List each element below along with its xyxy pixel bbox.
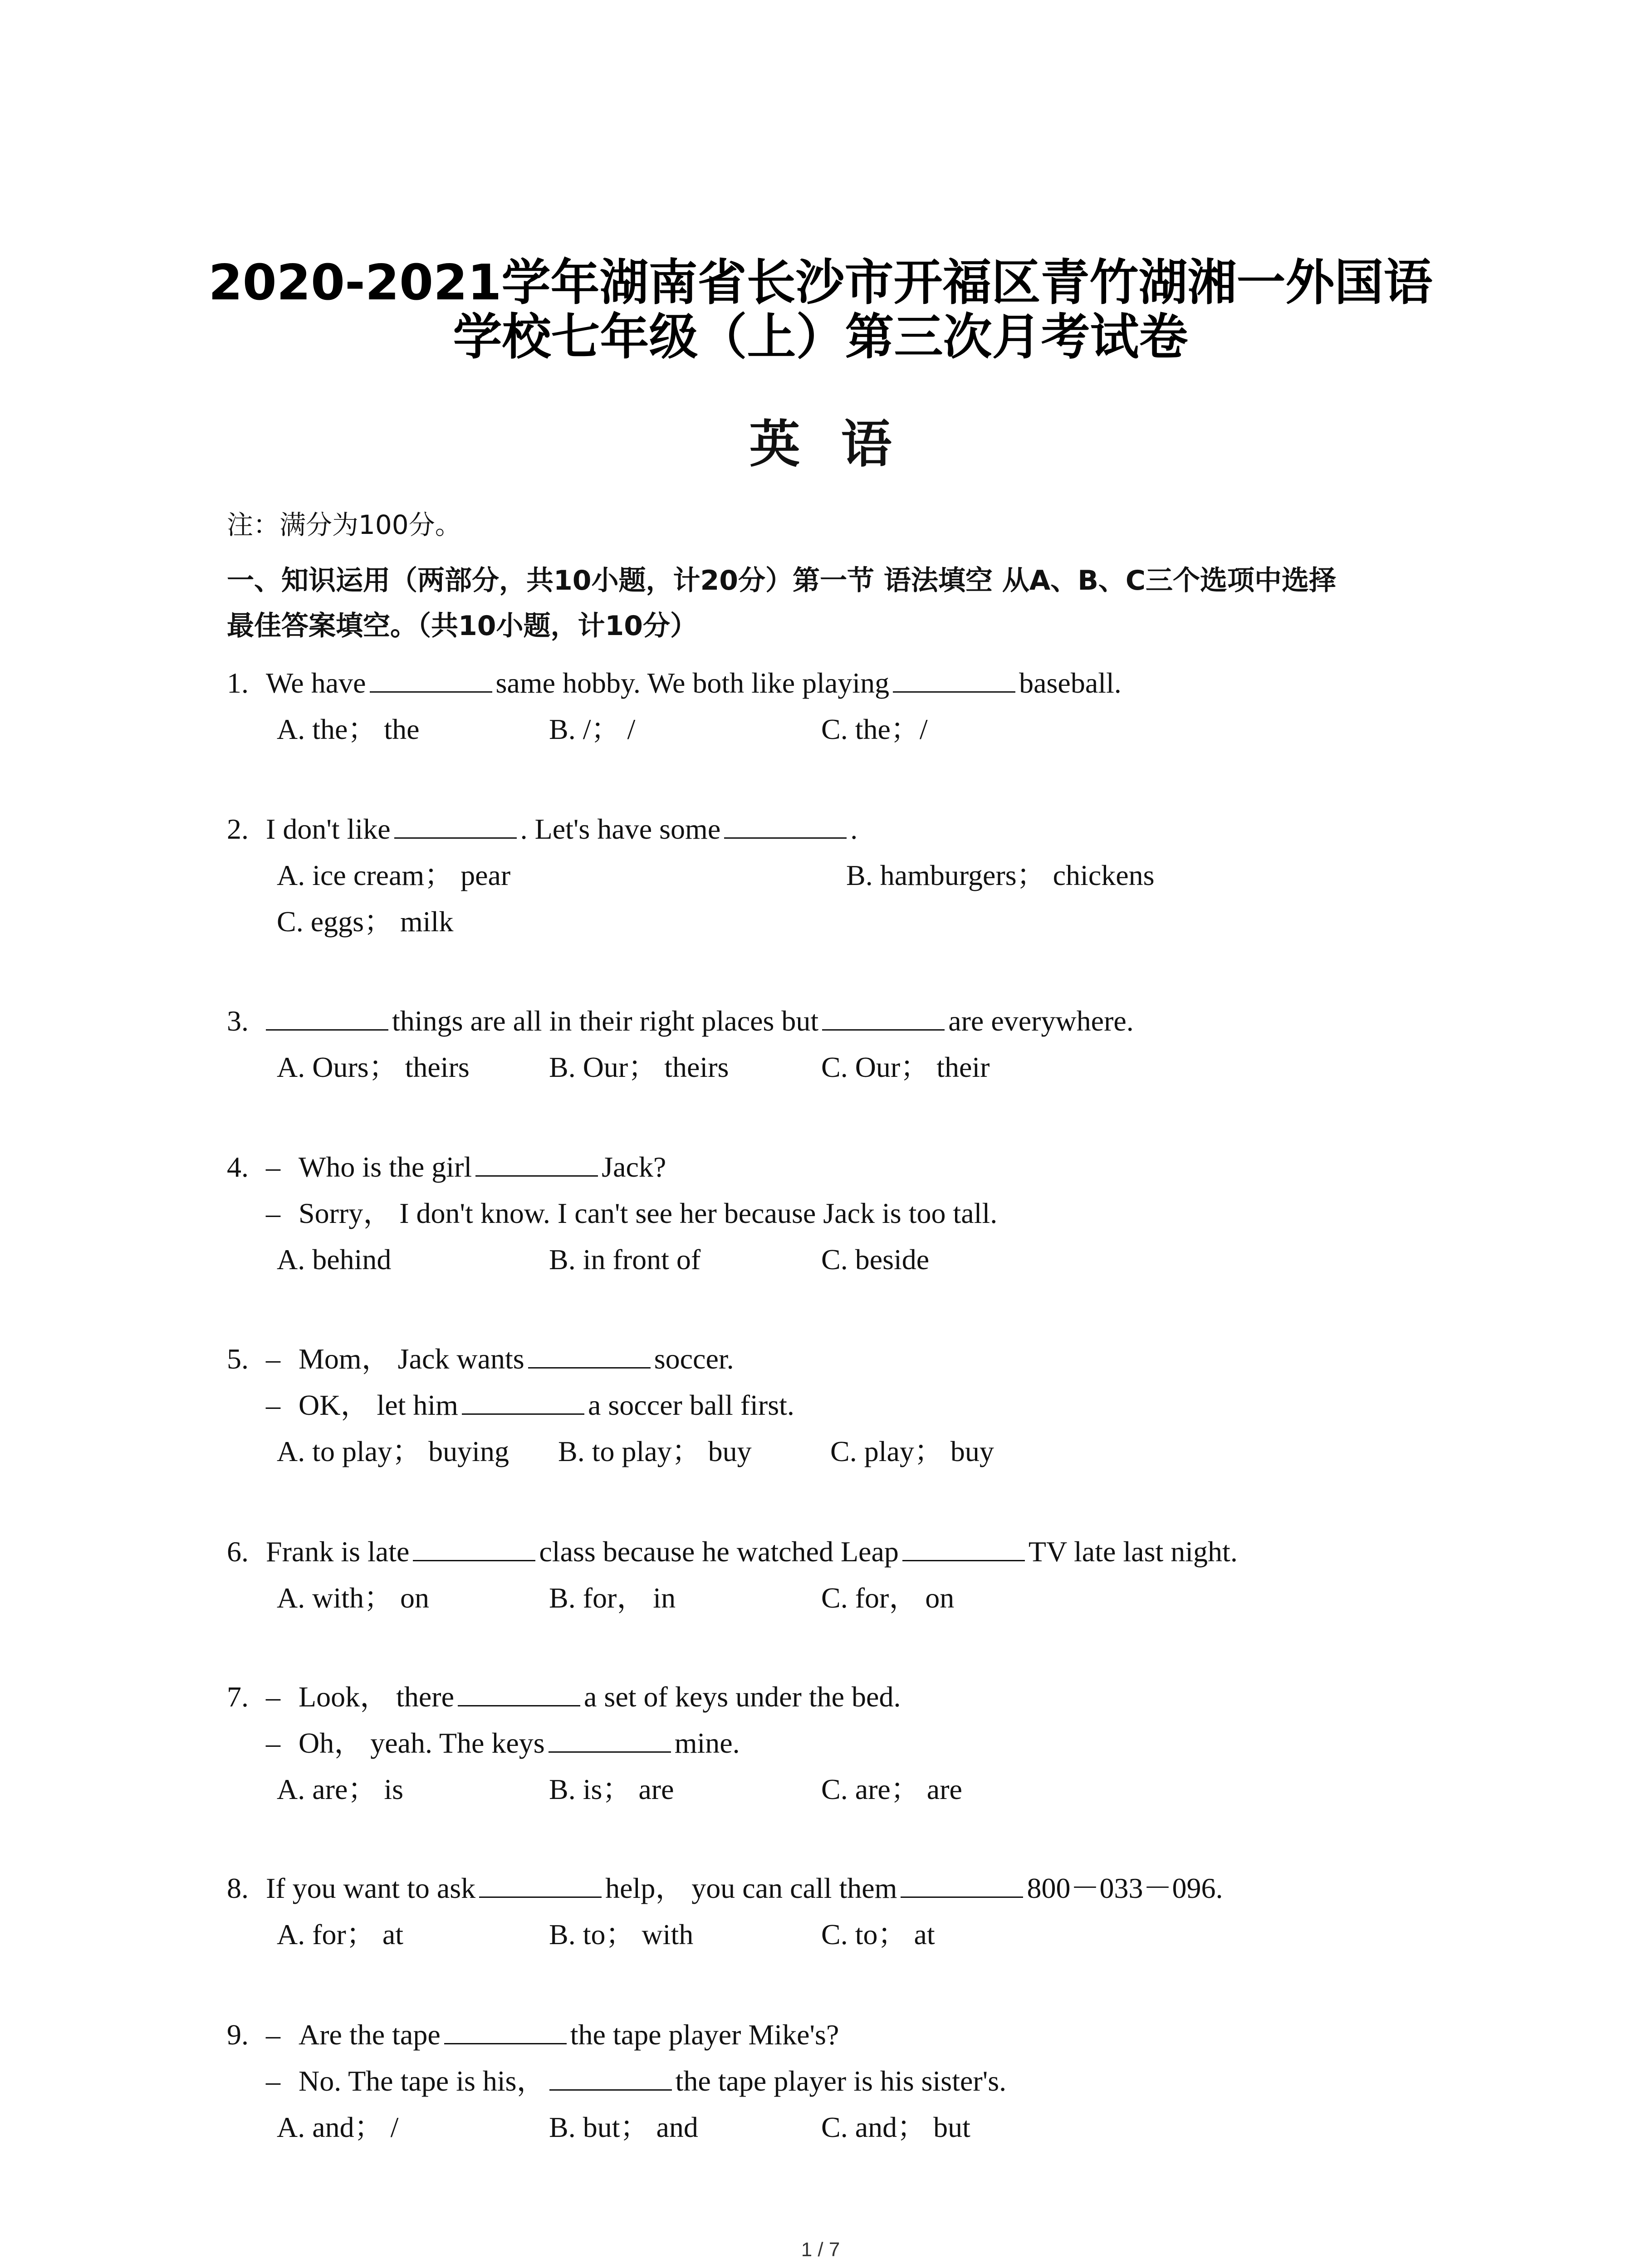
exam-title-line-2: 学校七年级（上）第三次月考试卷 — [453, 309, 1188, 366]
options — [227, 899, 1497, 945]
answer-blank — [444, 2016, 567, 2044]
stem-text: We have — [266, 667, 366, 699]
score-note: 注：满分为100分。 — [227, 509, 461, 540]
answer-blank — [458, 1678, 580, 1706]
option-c: C. to； at — [821, 1918, 935, 1950]
page-number: 1 / 7 — [801, 2239, 840, 2261]
answer-blank — [475, 1148, 598, 1177]
stem-text: If you want to ask — [266, 1872, 476, 1904]
stem-text: I don't like — [266, 813, 391, 845]
stem-text: the tape player Mike's? — [570, 2019, 839, 2051]
option-c: C. eggs； milk — [277, 905, 454, 938]
stem-text: OK， let him — [299, 1389, 458, 1421]
question-stem — [227, 2058, 1497, 2104]
question-number: 9. — [227, 2019, 249, 2051]
question-9 — [227, 2012, 1497, 2151]
dialogue-dash: – — [266, 2019, 280, 2051]
stem-text: help， you can call them — [605, 1872, 897, 1904]
dialogue-dash: – — [266, 1197, 280, 1229]
option-b: B. to play； buy — [558, 1435, 752, 1467]
options — [227, 706, 1497, 753]
question-number: 8. — [227, 1872, 249, 1904]
option-b: B. to； with — [549, 1918, 694, 1950]
option-a: A. with； on — [277, 1582, 429, 1614]
option-b: B. /； / — [549, 713, 636, 745]
question-stem — [227, 1336, 1497, 1382]
question-stem — [227, 1720, 1497, 1766]
answer-blank — [479, 1869, 602, 1898]
answer-blank — [370, 664, 492, 693]
option-a: A. the； the — [277, 713, 420, 745]
stem-text: . Let's have some — [520, 813, 721, 845]
answer-blank — [822, 1002, 945, 1031]
answer-blank — [394, 810, 517, 839]
option-a: A. to play； buying — [277, 1435, 509, 1467]
options — [227, 1428, 1497, 1475]
stem-text: 800－033－096. — [1027, 1872, 1223, 1904]
option-b: B. is； are — [549, 1773, 674, 1805]
options — [227, 1237, 1497, 1283]
option-c: C. for， on — [821, 1582, 955, 1614]
question-8 — [227, 1865, 1497, 1958]
section-heading-line-1: 一、知识运用（两部分，共10小题，计20分）第一节 语法填空 从A、B、C三个选项中选择 — [227, 565, 1336, 596]
question-stem — [227, 1382, 1497, 1428]
option-a: A. behind — [277, 1243, 392, 1276]
question-stem — [227, 1144, 1497, 1190]
stem-text: Who is the girl — [299, 1151, 472, 1183]
question-stem — [227, 806, 1497, 852]
question-4 — [227, 1144, 1497, 1283]
option-a: A. and； / — [277, 2111, 399, 2143]
options — [227, 2104, 1497, 2151]
stem-text: a soccer ball first. — [588, 1389, 794, 1421]
answer-blank — [266, 1002, 388, 1031]
stem-text: Frank is late — [266, 1535, 410, 1568]
options — [227, 1766, 1497, 1813]
dialogue-dash: – — [266, 2065, 280, 2097]
section-heading — [227, 558, 1452, 649]
stem-text: Look， there — [299, 1681, 454, 1713]
option-c: C. the；/ — [821, 713, 928, 745]
option-c: C. are； are — [821, 1773, 962, 1805]
question-stem — [227, 660, 1497, 706]
stem-text: same hobby. We both like playing — [495, 667, 890, 699]
question-number: 7. — [227, 1681, 249, 1713]
question-number: 1. — [227, 667, 249, 699]
stem-text: . — [850, 813, 858, 845]
question-3 — [227, 998, 1497, 1090]
question-6 — [227, 1529, 1497, 1621]
stem-text: the tape player is his sister's. — [675, 2065, 1007, 2097]
answer-blank — [893, 664, 1015, 693]
option-a: A. ice cream； pear — [277, 859, 511, 891]
option-b: B. Our； theirs — [549, 1051, 729, 1083]
question-number: 5. — [227, 1343, 249, 1375]
dialogue-dash: – — [266, 1727, 280, 1759]
stem-text: class because he watched Leap — [539, 1535, 899, 1568]
stem-text: a set of keys under the bed. — [584, 1681, 901, 1713]
option-c: C. and； but — [821, 2111, 970, 2143]
answer-blank — [902, 1533, 1025, 1561]
answer-blank — [528, 1340, 651, 1369]
question-number: 4. — [227, 1151, 249, 1183]
option-b: B. in front of — [549, 1243, 701, 1276]
section-heading-line-2: 最佳答案填空。（共10小题，计10分） — [227, 610, 697, 642]
question-2 — [227, 806, 1497, 945]
dialogue-dash: – — [266, 1151, 280, 1183]
options — [227, 1044, 1497, 1090]
answer-blank — [413, 1533, 535, 1561]
stem-text: are everywhere. — [948, 1005, 1134, 1037]
question-stem — [227, 1865, 1497, 1911]
option-c: C. Our； their — [821, 1051, 990, 1083]
dialogue-dash: – — [266, 1343, 280, 1375]
stem-text: Oh， yeah. The keys — [299, 1727, 545, 1759]
options — [227, 1575, 1497, 1621]
answer-blank — [549, 2062, 672, 2091]
dialogue-dash: – — [266, 1389, 280, 1421]
question-stem — [227, 1674, 1497, 1720]
stem-text: TV late last night. — [1028, 1535, 1238, 1568]
option-a: A. are； is — [277, 1773, 404, 1805]
stem-text: baseball. — [1019, 667, 1122, 699]
question-number: 3. — [227, 1005, 249, 1037]
question-stem — [227, 1529, 1497, 1575]
option-c: C. play； buy — [830, 1435, 994, 1467]
option-a: A. Ours； theirs — [277, 1051, 470, 1083]
stem-text: No. The tape is his， — [299, 2065, 546, 2097]
question-7 — [227, 1674, 1497, 1813]
options — [227, 852, 1497, 899]
question-1 — [227, 660, 1497, 753]
stem-text: Mom， Jack wants — [299, 1343, 524, 1375]
dialogue-dash: – — [266, 1681, 280, 1713]
question-number: 2. — [227, 813, 249, 845]
question-stem — [227, 1190, 1497, 1237]
option-b: B. but； and — [549, 2111, 698, 2143]
stem-text: things are all in their right places but — [392, 1005, 819, 1037]
question-stem — [227, 998, 1497, 1044]
answer-blank — [901, 1869, 1023, 1898]
question-stem — [227, 2012, 1497, 2058]
stem-text: Jack? — [602, 1151, 666, 1183]
stem-text: soccer. — [654, 1343, 734, 1375]
options — [227, 1911, 1497, 1958]
option-c: C. beside — [821, 1243, 930, 1276]
answer-blank — [462, 1386, 584, 1415]
stem-text: mine. — [674, 1727, 740, 1759]
option-b: B. for， in — [549, 1582, 676, 1614]
answer-blank — [724, 810, 847, 839]
stem-text: Are the tape — [299, 2019, 441, 2051]
option-a: A. for； at — [277, 1918, 404, 1950]
subject-heading: 英语 — [749, 415, 933, 474]
answer-blank — [549, 1724, 671, 1753]
question-5 — [227, 1336, 1497, 1475]
option-b: B. hamburgers； chickens — [846, 859, 1155, 891]
question-number: 6. — [227, 1535, 249, 1568]
stem-text: Sorry， I don't know. I can't see her because Jack is too tall. — [299, 1197, 998, 1229]
exam-title-line-1: 2020-2021学年湖南省长沙市开福区青竹湖湘一外国语 — [208, 254, 1433, 311]
